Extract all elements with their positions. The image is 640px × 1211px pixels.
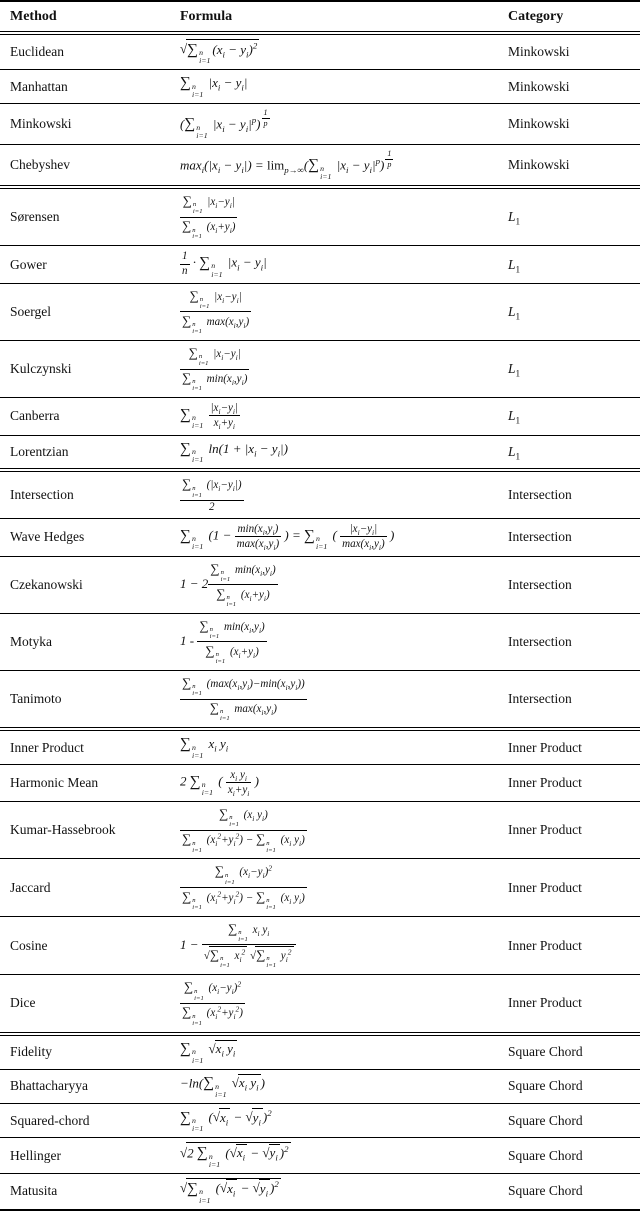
category-cell: Inner Product: [508, 764, 640, 801]
table-body: [0, 33, 640, 1210]
formula-cell: √∑ n i=1 $(x_i - y_i)^2$: [180, 40, 258, 66]
method-cell: Squared-chord: [0, 1104, 180, 1138]
method-cell: Euclidean: [10, 44, 64, 60]
category-cell: Minkowski: [508, 70, 640, 104]
formula-cell: √2 ∑ n i=1 ($√x_i - √y_i$ )$^2$: [180, 1138, 508, 1174]
formula-cell: $\frac{1}{n}$ · ∑ n i=1 $|x_i - y_i|$: [180, 246, 508, 283]
table-row: [0, 1173, 640, 1209]
table-row: [0, 398, 640, 435]
table-header: [0, 1, 640, 33]
method-cell: Hellinger: [0, 1138, 180, 1174]
formula-cell: 1 − ∑ n i=1 $x_i$ $y_i$ √∑ n i=1 $x_i^2$ √∑ n i=1 $y_i^2$: [180, 916, 508, 975]
column-header-category: Category: [508, 1, 640, 33]
category-cell: Intersection: [508, 613, 640, 670]
method-cell: Chebyshev: [0, 145, 180, 188]
category-cell: Minkowski: [508, 145, 640, 188]
category-cell: Intersection: [508, 556, 640, 613]
category-cell: $L_1$: [508, 398, 640, 435]
method-cell: Inner Product: [0, 729, 180, 764]
method-cell: Motyka: [0, 613, 180, 670]
category-cell: Square Chord: [508, 1104, 640, 1138]
formula-cell: √∑ n i=1 ($√x_i - √y_i$ )$^2$: [180, 1173, 508, 1209]
category-cell: $L_1$: [508, 435, 640, 470]
method-cell: Lorentzian: [0, 435, 180, 470]
category-cell: Intersection: [508, 470, 640, 518]
table-row: [0, 103, 640, 144]
table-row: [0, 556, 640, 613]
table-row: [0, 33, 640, 70]
formula-cell: $\max_i(|x_i - y_i|) = \lim_{p\to\infty}(\sum$ n i=1 $|x_i - y_i|^p$) $\frac{1}{p}$: [180, 145, 508, 188]
table-row: [0, 341, 640, 398]
method-cell: Kumar-Hassebrook: [0, 802, 180, 859]
category-cell: $L_1$: [508, 341, 640, 398]
table-row: [0, 145, 640, 188]
formula-cell: ∑ n i=1 $|x_i - y_i|$: [180, 70, 508, 104]
category-cell: Inner Product: [508, 916, 640, 975]
table-row: [0, 764, 640, 801]
formula-cell: (∑ n i=1 $|x_i - y_i|^p$) $\frac{1}{p}$: [180, 103, 508, 144]
method-cell: Sørensen: [0, 187, 180, 246]
method-cell: Czekanowski: [0, 556, 180, 613]
method-cell: Minkowski: [0, 103, 180, 144]
formula-cell: ∑ n i=1 $√x_i$ $y_i$: [180, 1034, 508, 1070]
table-row: [0, 470, 640, 518]
method-cell: Fidelity: [0, 1034, 180, 1070]
formula-cell: 2 ∑ n i=1 ( $\frac{x_i y_i}{x_i+y_i}$ ): [180, 764, 508, 801]
formula-cell: ∑ n i=1 $|x_i-y_i|$ ∑ n i=1 $\min(x_i,y_i)$: [180, 341, 508, 398]
method-cell: Gower: [0, 246, 180, 283]
method-cell: Matusita: [0, 1173, 180, 1209]
category-cell: Intersection: [508, 519, 640, 556]
category-cell: Minkowski: [508, 103, 640, 144]
method-cell: Jaccard: [0, 859, 180, 916]
table-row: [0, 613, 640, 670]
category-cell: $L_1$: [508, 187, 640, 246]
formula-cell: ∑ n i=1 $(|x_i-y_i|)$ 2: [180, 470, 508, 518]
formula-cell: ∑ n i=1 (1 − $\min(x_i,y_i)$ $\max(x_i,y_i)$ ) = ∑ n i=1 ( $|x_i-y_i|$ $\max(x_i,y_i)$ ): [180, 519, 508, 556]
formula-cell: ∑ n i=1 $(x_i-y_i)^2$ ∑ n i=1 $(x_i^2+y_i^2)$: [180, 975, 508, 1034]
method-cell: Kulczynski: [0, 341, 180, 398]
category-cell: Inner Product: [508, 802, 640, 859]
method-cell: Dice: [0, 975, 180, 1034]
category-cell: Inner Product: [508, 859, 640, 916]
category-cell: $L_1$: [508, 246, 640, 283]
table-row: [0, 975, 640, 1034]
formula-cell: 1 - ∑ n i=1 $\min(x_i,y_i)$ ∑ n i=1 $(x_i+y_i)$: [180, 613, 508, 670]
category-cell: Minkowski: [508, 44, 570, 60]
table-row: [0, 70, 640, 104]
category-cell: Square Chord: [508, 1034, 640, 1070]
table-row: [0, 283, 640, 340]
formula-cell: ∑ n i=1 $x_i$ $y_i$: [180, 729, 508, 764]
table-row: [0, 729, 640, 764]
method-cell: Wave Hedges: [0, 519, 180, 556]
table-row: [0, 1069, 640, 1103]
column-header-formula: Formula: [180, 1, 508, 33]
formula-cell: ∑ n i=1 $|x_i-y_i|$ ∑ n i=1 $\max(x_i,y_i)$: [180, 283, 508, 340]
formula-cell: −ln(∑ n i=1 $√x_i$ $y_i$ ): [180, 1069, 508, 1103]
method-cell: Cosine: [0, 916, 180, 975]
formula-cell: ∑ n i=1 $(x_i-y_i)^2$ ∑ n i=1 $(x_i^2+y_i^2)$ − ∑ n i=1 ($x_i$ $y_i$): [180, 859, 508, 916]
table-row: [0, 435, 640, 470]
method-cell: Bhattacharyya: [0, 1069, 180, 1103]
method-cell: Canberra: [0, 398, 180, 435]
table-row: [0, 246, 640, 283]
formula-cell: ∑ n i=1 $|x_i-y_i|$ ∑ n i=1 $(x_i+y_i)$: [180, 187, 508, 246]
column-header-method: Method: [0, 1, 180, 33]
table-row: [0, 1138, 640, 1174]
category-cell: Square Chord: [508, 1138, 640, 1174]
category-cell: Inner Product: [508, 975, 640, 1034]
category-cell: Square Chord: [508, 1069, 640, 1103]
method-cell: Manhattan: [0, 70, 180, 104]
table-row: [0, 859, 640, 916]
formula-cell: 1 − 2 ∑ n i=1 $\min(x_i,y_i)$ ∑ n i=1 $(x_i+y_i)$: [180, 556, 508, 613]
table-row: [0, 187, 640, 246]
table-row: [0, 670, 640, 729]
table-row: [0, 1104, 640, 1138]
category-cell: Inner Product: [508, 729, 640, 764]
formula-cell: ∑ n i=1 $\frac{|x_i-y_i|}{x_i+y_i}$: [180, 398, 508, 435]
formula-cell: ∑ n i=1 ($x_i$ $y_i$) ∑ n i=1 $(x_i^2+y_i^2)$ − ∑ n i=1 ($x_i$ $y_i$): [180, 802, 508, 859]
category-cell: Square Chord: [508, 1173, 640, 1209]
header-row: [0, 1, 640, 33]
method-cell: Soergel: [0, 283, 180, 340]
table-row: [0, 916, 640, 975]
table-row: [0, 802, 640, 859]
method-cell: Tanimoto: [0, 670, 180, 729]
category-cell: $L_1$: [508, 283, 640, 340]
method-cell: Intersection: [0, 470, 180, 518]
table-row: [0, 1034, 640, 1070]
method-cell: Harmonic Mean: [0, 764, 180, 801]
formula-cell: ∑ n i=1 $\ln(1 + |x_i - y_i|)$: [180, 435, 508, 470]
formula-cell: ∑ n i=1 $(\max(x_i,y_i)-\min(x_i,y_i))$ ∑ n i=1 $\max(x_i,y_i)$: [180, 670, 508, 729]
table-row: [0, 519, 640, 556]
category-cell: Intersection: [508, 670, 640, 729]
formula-cell: ∑ n i=1 ($√x_i - √y_i$ )$^2$: [180, 1104, 508, 1138]
